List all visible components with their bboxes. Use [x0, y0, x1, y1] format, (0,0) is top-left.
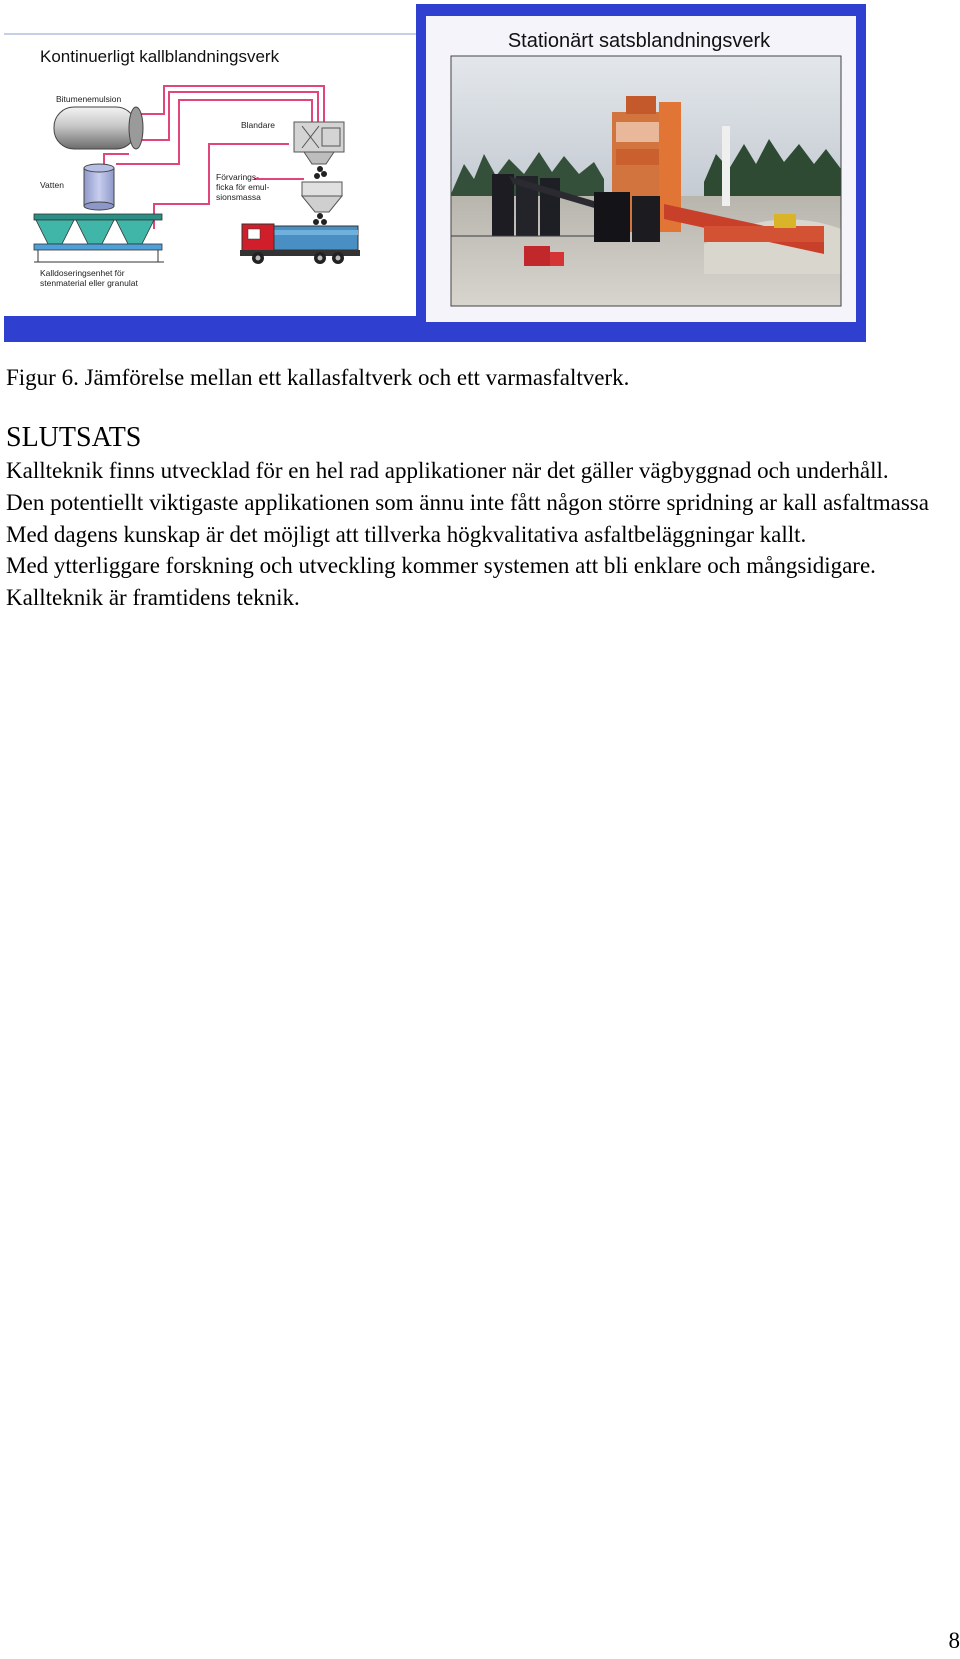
- paragraph-3: Med dagens kunskap är det möjligt att tillverka högkvalitativa asfaltbeläggningar kallt.: [6, 521, 807, 547]
- right-panel: [416, 4, 866, 342]
- kalldosering-label-1: Kalldoseringsenhet för: [40, 268, 125, 278]
- left-panel: [4, 30, 416, 342]
- blandare-label: Blandare: [241, 120, 276, 130]
- page-number: 8: [948, 1628, 960, 1653]
- figure-composite: [4, 4, 916, 364]
- conclusion-section: [6, 421, 951, 614]
- water-tank: [84, 164, 114, 210]
- forvaring-label-3: sionsmassa: [216, 192, 261, 202]
- bitumen-label: Bitumenemulsion: [56, 94, 122, 104]
- paragraph-2: Den potentiellt viktigaste applikationen som ännu inte fått någon större spridning ar kall asfaltmassa: [6, 489, 929, 515]
- paragraph-1: Kallteknik finns utvecklad för en hel rad applikationer när det gäller vägbyggnad och underhåll.: [6, 458, 889, 483]
- figure-caption: Figur 6. Jämförelse mellan ett kallasfaltverk och ett varmasfaltverk.: [6, 365, 630, 390]
- kalldosering-label-2: stenmaterial eller granulat: [40, 278, 138, 288]
- section-heading: SLUTSATS: [6, 422, 142, 453]
- paragraph-4: Med ytterliggare forskning och utveckling kommer systemen att bli enklare och mångsidigare.: [6, 553, 876, 579]
- left-panel-title: Kontinuerligt kallblandningsverk: [40, 47, 280, 66]
- vatten-label: Vatten: [40, 180, 64, 190]
- bitumen-tank: [54, 107, 143, 149]
- paragraph-5: Kallteknik är framtidens teknik.: [6, 585, 300, 611]
- forvaring-label-2: ficka för emul-: [216, 182, 270, 192]
- asphalt-plant-photo: [451, 56, 841, 306]
- right-panel-title: Stationärt satsblandningsverk: [507, 30, 771, 52]
- forvaring-label-1: Förvarings-: [216, 172, 259, 182]
